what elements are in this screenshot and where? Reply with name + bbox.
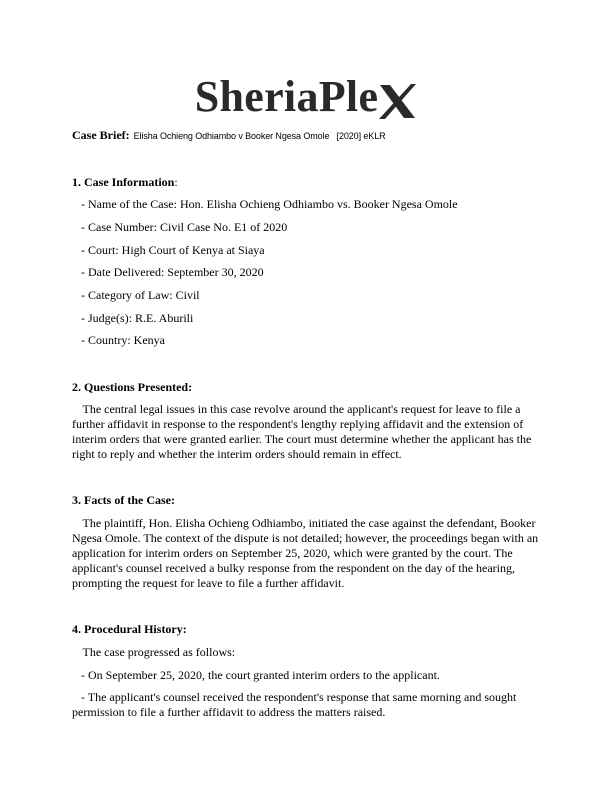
section-heading <box>72 175 546 190</box>
section-questions-presented <box>72 380 546 463</box>
date-delivered-item: - Date Delivered: September 30, 2020 <box>81 265 264 280</box>
section-heading: 2. Questions Presented: <box>72 379 193 394</box>
logo-x-mark-icon <box>377 82 417 120</box>
section-heading: 4. Procedural History: <box>72 622 187 637</box>
case-citation: Elisha Ochieng Odhiambo v Booker Ngesa Omole [2020] eKLR <box>133 130 386 141</box>
logo-wordmark: SheriaPle <box>194 72 379 121</box>
procedural-item: - The applicant's counsel received the respondent's response that same morning and sought permission to file a further affidavit to address the matters raised. <box>72 690 517 720</box>
case-brief-label: Case Brief: <box>72 127 130 142</box>
section-procedural-history <box>72 622 546 720</box>
sheriaplex-logo <box>0 72 612 121</box>
section-heading-colon: : <box>174 174 178 189</box>
category-of-law-item: - Category of Law: Civil <box>81 287 200 302</box>
section-case-information <box>72 175 546 349</box>
facts-paragraph: The plaintiff, Hon. Elisha Ochieng Odhiambo, initiated the case against the defendant, Booker Ngesa Omole. The context of the dispute is not detailed; however, the proceedings began with an application for interim orders on September 25, 2020, which were granted by the court. The applicant's counsel received a bulky response from the respondent on the day of the hearing, prompting the request for leave to file a further affidavit. <box>72 516 539 591</box>
section-heading: 3. Facts of the Case: <box>72 493 175 508</box>
case-brief-body <box>72 175 546 729</box>
country-item: - Country: Kenya <box>81 333 165 348</box>
case-number-item: - Case Number: Civil Case No. E1 of 2020 <box>81 219 288 234</box>
questions-paragraph: The central legal issues in this case revolve around the applicant's request for leave to file a further affidavit in response to the respondent's lengthy replying affidavit and the extension of interim orders that were granted earlier. The court must determine whether the applicant has the right to reply and whether the interim orders should remain in effect. <box>72 402 532 462</box>
section-facts <box>72 493 546 591</box>
section-heading-text: 1. Case Information <box>72 174 175 189</box>
court-item: - Court: High Court of Kenya at Siaya <box>81 242 265 257</box>
procedural-intro: The case progressed as follows: <box>82 644 236 659</box>
procedural-item: - On September 25, 2020, the court granted interim orders to the applicant. <box>81 667 440 682</box>
judge-item: - Judge(s): R.E. Aburili <box>81 310 194 325</box>
case-name-item: - Name of the Case: Hon. Elisha Ochieng Odhiambo vs. Booker Ngesa Omole <box>81 197 458 212</box>
case-brief-line <box>72 127 386 142</box>
